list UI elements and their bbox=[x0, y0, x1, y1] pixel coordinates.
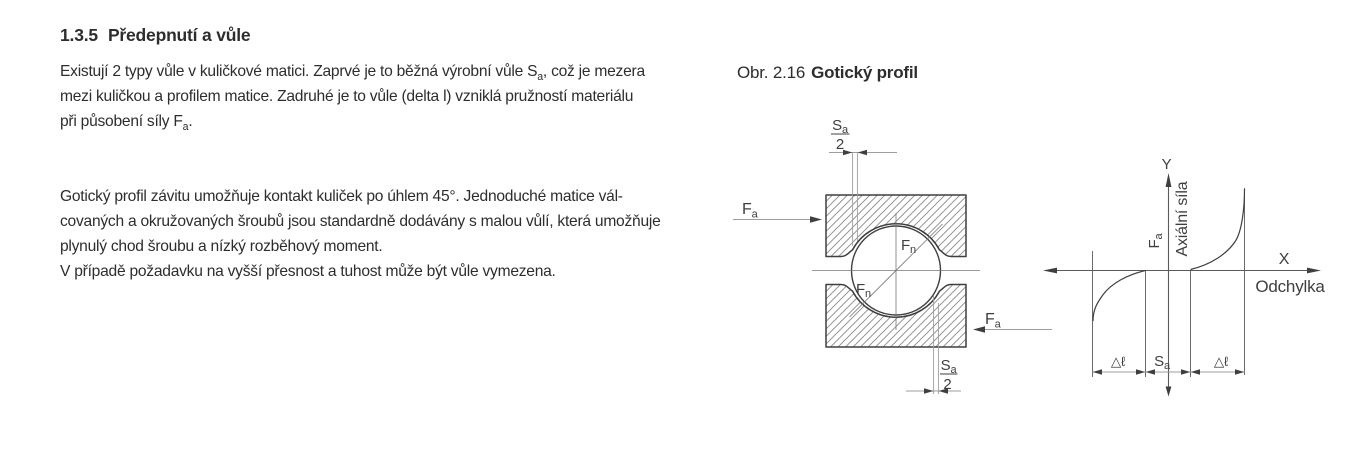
clearance-zone-label: $S_a$ bbox=[1154, 353, 1170, 372]
body-line: covaných a okružovaných šroubů jsou standardně dodávány s malou vůlí, která umožňuje bbox=[60, 213, 661, 230]
force-curve-positive bbox=[1191, 189, 1245, 270]
figure-caption-title: Gotický profil bbox=[811, 63, 918, 82]
force-deflection-chart bbox=[1043, 156, 1325, 397]
clearance-fraction-denominator: 2 bbox=[943, 376, 952, 393]
figure-caption-number: Obr. 2.16 bbox=[737, 63, 806, 82]
clearance-fraction-numerator: $S_a$ bbox=[832, 117, 848, 136]
axial-force-arrow-left bbox=[733, 201, 822, 223]
deflection-zone-label-right: △ℓ bbox=[1213, 354, 1229, 369]
axial-force-label: $F_a$ bbox=[742, 201, 758, 221]
axial-force-label: $F_a$ bbox=[985, 311, 1001, 331]
y-axis-label: Y bbox=[1161, 156, 1172, 173]
x-axis-label: X bbox=[1278, 251, 1290, 268]
x-axis bbox=[1043, 251, 1325, 296]
x-axis-caption: Odchylka bbox=[1255, 277, 1325, 296]
body-line: Gotický profil závitu umožňuje kontakt kuliček po úhlem 45°. Jednoduché matice vál- bbox=[60, 188, 623, 205]
y-axis-caption: Axiální síla bbox=[1174, 181, 1191, 257]
deflection-zone-label-left: △ℓ bbox=[1110, 354, 1126, 369]
normal-force-label-upper: $F_n$ bbox=[901, 237, 916, 256]
body-line: plynulý chod šroubu a nízký rozběhový moment. bbox=[60, 238, 383, 255]
axial-force-label: $F_a$ bbox=[1146, 233, 1165, 249]
body-line: při působení síly $F_a$. bbox=[60, 113, 193, 134]
section-number: 1.3.5 bbox=[60, 25, 98, 45]
clearance-fraction-denominator: 2 bbox=[835, 136, 845, 153]
clearance-fraction-numerator: $S_a$ bbox=[940, 357, 957, 376]
section-title: Předepnutí a vůle bbox=[107, 25, 251, 45]
normal-force-label-lower: $F_n$ bbox=[856, 281, 871, 300]
body-line: mezi kuličkou a profilem matice. Zadruhé je to vůle (delta l) vzniklá pružností materiálu bbox=[60, 88, 634, 105]
axial-force-arrow-right bbox=[973, 311, 1052, 333]
cross-section-diagram bbox=[733, 117, 1052, 394]
force-curve-negative bbox=[1093, 271, 1146, 322]
body-line: Existují 2 typy vůle v kuličkové matici. Zaprvé je to běžná výrobní vůle $S_a$, což je mezera bbox=[60, 63, 645, 84]
body-line: V případě požadavku na vyšší přesnost a tuhost může být vůle vymezena. bbox=[60, 263, 556, 280]
